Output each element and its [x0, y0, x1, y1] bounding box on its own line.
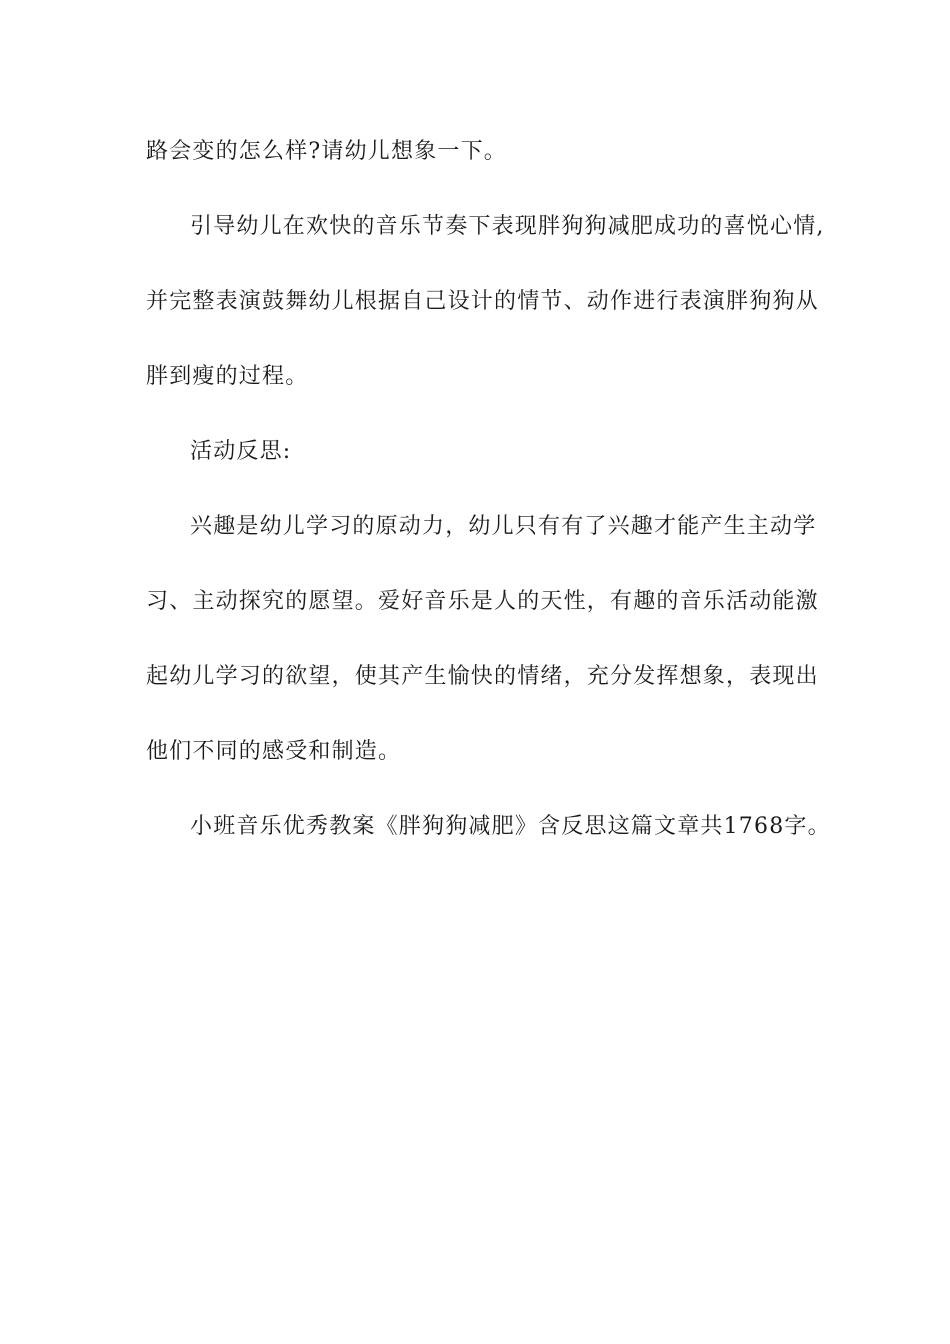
paragraph-line-5: 兴趣是幼儿学习的原动力，幼儿只有有了兴趣才能产生主动学 [190, 514, 817, 539]
closing-note: 小班音乐优秀教案《胖狗狗减肥》含反思这篇文章共1768字。 [190, 814, 831, 839]
paragraph-line-7: 起幼儿学习的欲望，使其产生愉快的情绪，充分发挥想象，表现出 [146, 664, 819, 689]
section-heading-reflection: 活动反思: [190, 439, 292, 464]
paragraph-line-6: 习、主动探究的愿望。爱好音乐是人的天性，有趣的音乐活动能激 [146, 589, 819, 614]
paragraph-line-4: 胖到瘦的过程。 [146, 364, 309, 389]
paragraph-line-1: 路会变的怎么样?请幼儿想象一下。 [146, 139, 507, 164]
paragraph-line-2: 引导幼儿在欢快的音乐节奏下表现胖狗狗减肥成功的喜悦心情, [190, 214, 825, 239]
paragraph-line-8: 他们不同的感受和制造。 [146, 739, 402, 764]
paragraph-line-3: 并完整表演鼓舞幼儿根据自己设计的情节、动作进行表演胖狗狗从 [146, 289, 819, 314]
